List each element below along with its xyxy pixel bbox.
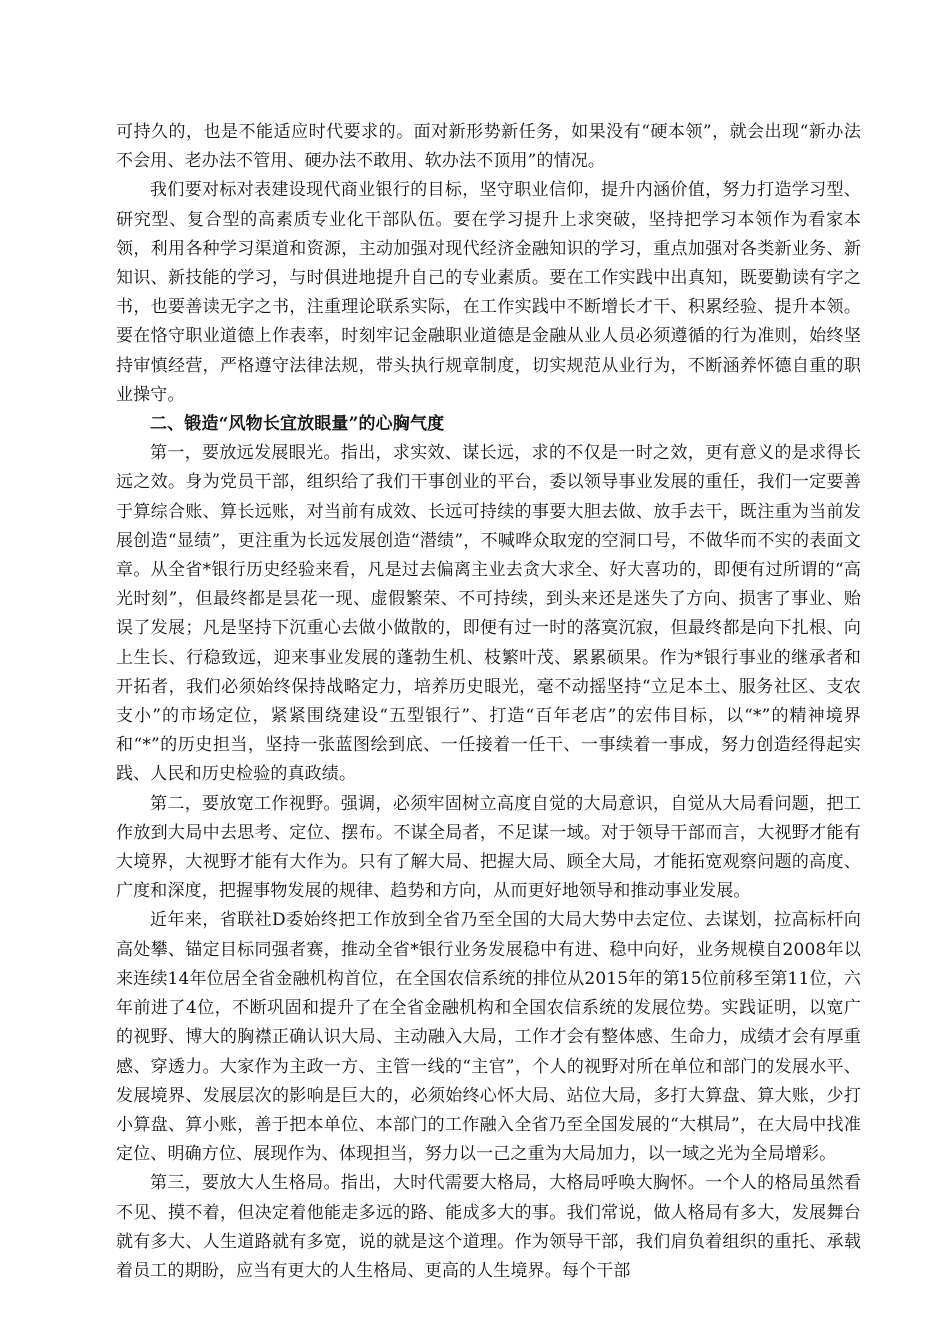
document-body xyxy=(116,118,861,1286)
paragraph-professional-team: 我们要对标对表建设现代商业银行的目标，坚守职业信仰，提升内涵价值，努力打造学习型、研究型、复合型的高素质专业化干部队伍。要在学习提升上求突破，坚持把学习本领作为看家本领，利用各种学习渠道和资源，主动加强对现代经济金融知识的学习，重点加强对各类新业务、新知识、新技能的学习，与时俱进地提升自己的专业素质。要在工作实践中出真知，既要勤读有字之书，也要善读无字之书，注重理论联系实际，在工作实践中不断增长才干、积累经验、提升本领。要在恪守职业道德上作表率，时刻牢记金融职业道德是金融从业人员必须遵循的行为准则，始终坚持审慎经营，严格遵守法律法规，带头执行规章制度，切实规范从业行为，不断涵养怀德自重的职业操守。 xyxy=(116,180,861,405)
paragraph-first-point: 第一，要放远发展眼光。指出，求实效、谋长远，求的不仅是一时之效，更有意义的是求得长远之效。身为党员干部，组织给了我们干事创业的平台，委以领导事业发展的重任，我们一定要善于算综合账、算长远账，对当前有成效、长远可持续的事要大胆去做、放手去干，既注重为当前发展创造“显绩”，更注重为长远发展创造“潜绩”，不喊哗众取宠的空洞口号，不做华而不实的表面文章。从全省*银行历史经验来看，凡是过去偏离主业去贪大求全、好大喜功的，即便有过所谓的“高光时刻”，但最终都是昙花一现、虚假繁荣、不可持续，到头来还是迷失了方向、损害了事业、贻误了发展；凡是坚持下沉重心去做小做散的，即便有过一时的落寞沉寂，但最终都是向下扎根、向上生长、行稳致远，迎来事业发展的蓬勃生机、枝繁叶茂、累累硕果。作为*银行事业的继承者和开拓者，我们必须始终保持战略定力，培养历史眼光，毫不动摇坚持“立足本土、服务社区、支农支小”的市场定位，紧紧围绕建设“五型银行”、打造“百年老店”的宏伟目标，以“*”的精神境界和“*”的历史担当，坚持一张蓝图绘到底、一任接着一任干、一事续着一事成，努力创造经得起实践、人民和历史检验的真政绩。 xyxy=(116,443,861,785)
section-heading: 二、锻造“风物长宜放眼量”的心胸气度 xyxy=(150,414,445,435)
paragraph-continued: 可持久的，也是不能适应时代要求的。面对新形势新任务，如果没有“硬本领”，就会出现“新办法不会用、老办法不管用、硬办法不敢用、软办法不顶用”的情况。 xyxy=(116,122,861,172)
paragraph-recent-years: 近年来，省联社D委始终把工作放到全省乃至全国的大局大势中去定位、去谋划，拉高标杆向高处攀、锚定目标同强者赛，推动全省*银行业务发展稳中有进、稳中向好，业务规模自2008年以来连续14年位居全省金融机构首位，在全国农信系统的排位从2015年的第15位前移至第11位，六年前进了4位，不断巩固和提升了在全省金融机构和全国农信系统的发展位势。实践证明，以宽广的视野、博大的胸襟正确认识大局、主动融入大局，工作才会有整体感、生命力，成绩才会有厚重感、穿透力。大家作为主政一方、主管一线的“主官”，个人的视野对所在单位和部门的发展水平、发展境界、发展层次的影响是巨大的，必须始终心怀大局、站位大局，多打大算盘、算大账，少打小算盘、算小账，善于把本单位、本部门的工作融入全省乃至全国发展的“大棋局”，在大局中找准定位、明确方位、展现作为、体现担当，努力以一己之重为大局加力，以一域之光为全局增彩。 xyxy=(116,910,861,1165)
paragraph-third-point: 第三，要放大人生格局。指出，大时代需要大格局，大格局呼唤大胸怀。一个人的格局虽然看不见、摸不着，但决定着他能走多远的路、能成多大的事。我们常说，做人格局有多大，发展舞台就有多大、人生道路就有多宽，说的就是这个道理。作为领导干部，我们肩负着组织的重托、承载着员工的期盼，应当有更大的人生格局、更高的人生境界。每个干部 xyxy=(116,1173,861,1281)
paragraph-second-point: 第二，要放宽工作视野。强调，必须牢固树立高度自觉的大局意识，自觉从大局看问题，把工作放到大局中去思考、定位、摆布。不谋全局者，不足谋一域。对于领导干部而言，大视野才能有大境界，大视野才能有大作为。只有了解大局、把握大局、顾全大局，才能拓宽观察问题的高度、广度和深度，把握事物发展的规律、趋势和方向，从而更好地领导和推动事业发展。 xyxy=(116,793,861,902)
